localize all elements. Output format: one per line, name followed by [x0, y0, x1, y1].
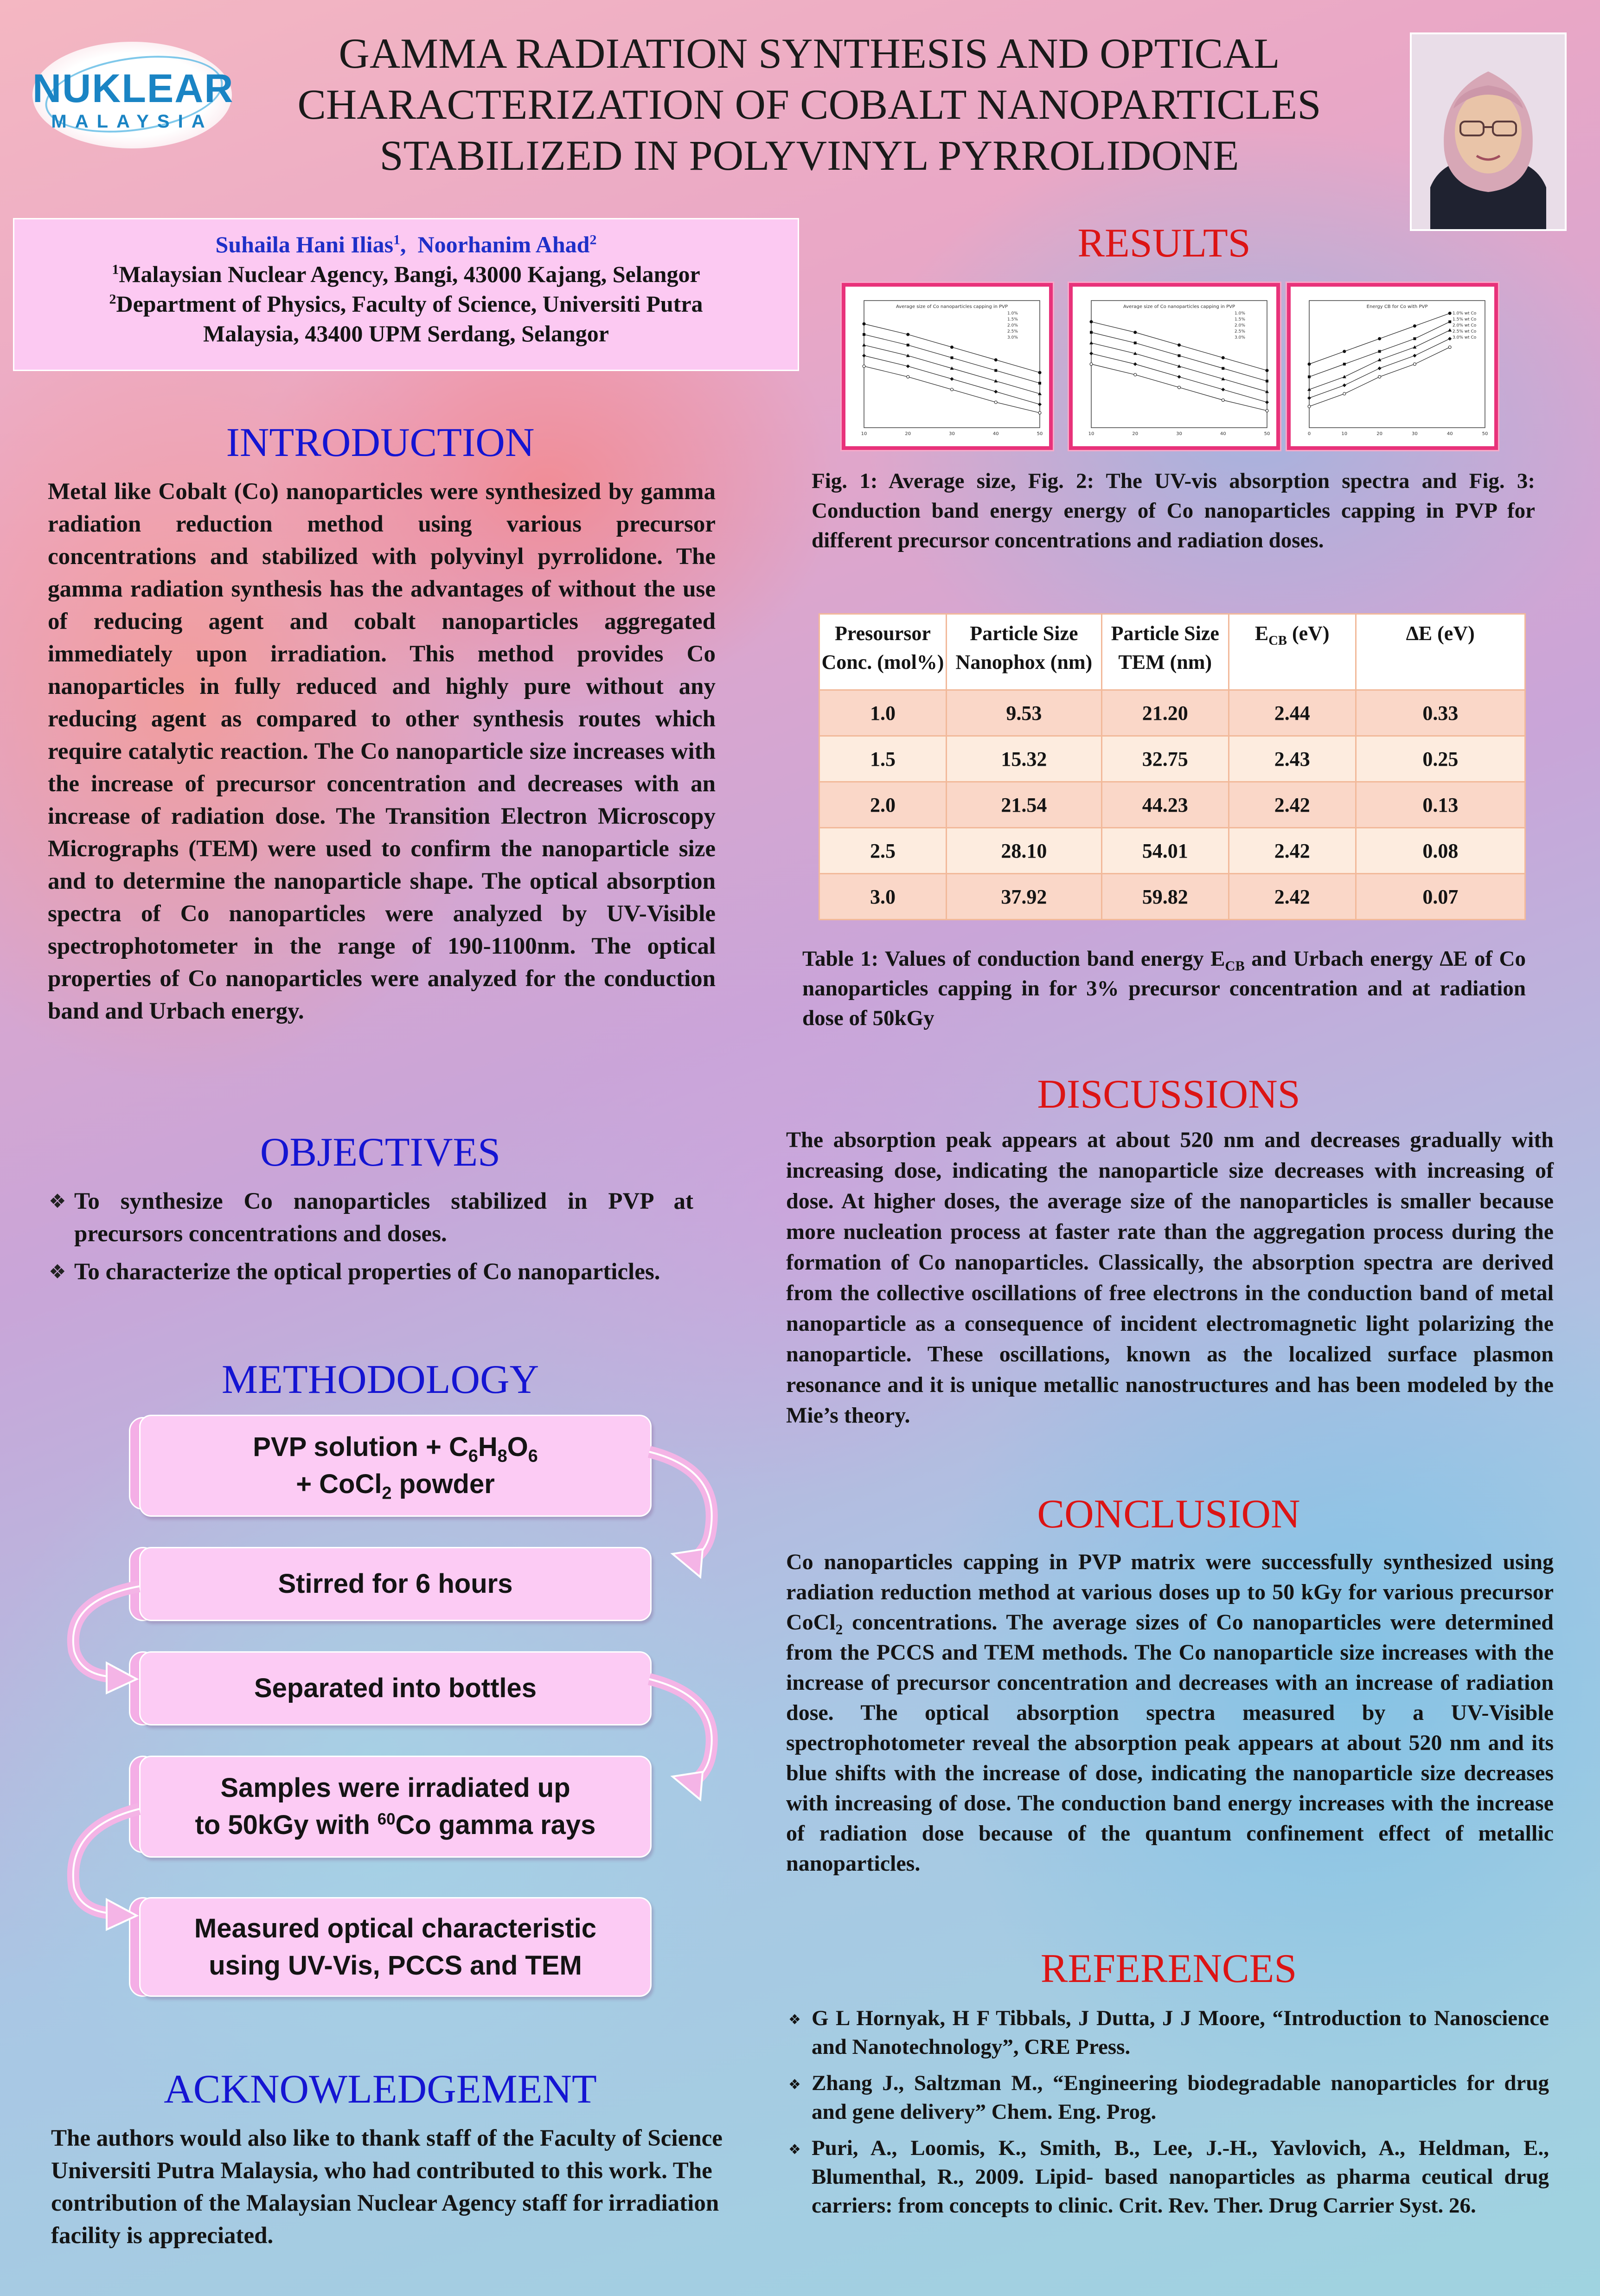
data-point	[1178, 344, 1181, 346]
table-cell: 0.25	[1356, 736, 1525, 782]
table-cell: 2.5	[819, 828, 947, 874]
step1-sub-1: 6	[468, 1446, 478, 1466]
table-cell: 1.5	[819, 736, 947, 782]
curved-arrow-icon	[56, 1800, 148, 1939]
results-table	[819, 613, 1526, 920]
step1-text-c: O	[507, 1432, 528, 1462]
legend-entry: 3.0% wt Co	[1453, 335, 1477, 340]
x-tick-label: 50	[1037, 431, 1043, 436]
table-cell: 9.53	[946, 690, 1101, 736]
x-tick-label: 40	[1446, 431, 1453, 436]
figure-caption: Fig. 1: Average size, Fig. 2: The UV-vis absorption spectra and Fig. 3: Conduction band energy energy of Co nanoparticles capping in PVP for different precursor concentrations and radiation doses.	[812, 469, 1535, 552]
table-header-cell	[819, 614, 947, 690]
data-point	[907, 344, 909, 346]
x-tick-label: 30	[1412, 431, 1418, 436]
introduction-text: Metal like Cobalt (Co) nanoparticles were synthesized by gamma radiation reduction method using various precursor concentrations and stabilized with polyvinyl pyrrolidone. The gamma radiation synthesis has the advantages of without the use of reducing agent and cobalt nanoparticles aggregated immediately upon irradiation. This method provides Co nanoparticles in fully reduced and highly pure without any reducing agent as compared to other synthesis routes which require catalytic reaction. The Co nanoparticle size increases with the increase of precursor concentration and decreases with an increase of radiation dose. The Transition Electron Microscopy Micrographs (TEM) were used to confirm the nanoparticle size and to determine the nanoparticle shape. The optical absorption spectra of Co nanoparticles were analyzed by UV-Visible spectrophotometer in the range of 190-1100nm. The optical properties of Co nanoparticles were analyzed for the conduction band and Urbach energy.	[48, 479, 716, 1024]
reference-item	[788, 2004, 1549, 2061]
chart-title: Average size of Co nanoparticles capping in PVP	[1123, 304, 1235, 309]
step1-sub-2: 8	[497, 1446, 507, 1466]
legend-entry: 1.0%	[1007, 311, 1018, 316]
method-step-5-line-1: Measured optical characteristic	[194, 1913, 597, 1943]
data-point	[994, 401, 997, 404]
objective-text: To synthesize Co nanoparticles stabilized in PVP at precursors concentrations and doses.	[74, 1188, 693, 1247]
table-caption-a: Table 1: Values of conduction band energy E	[802, 947, 1225, 971]
title-line-2: CHARACTERIZATION OF COBALT NANOPARTICLES	[297, 81, 1321, 128]
table-body	[819, 690, 1525, 920]
figure-1	[842, 283, 1053, 450]
data-point	[951, 346, 954, 348]
reference-item	[788, 2069, 1549, 2126]
header-text: E	[1254, 622, 1269, 645]
author-1: Suhaila Hani Ilias	[215, 231, 394, 257]
step1-sub-3: 6	[528, 1446, 538, 1466]
table-cell: 54.01	[1101, 828, 1229, 874]
data-point	[1378, 337, 1381, 340]
x-tick-label: 50	[1482, 431, 1488, 436]
reference-text: Puri, A., Loomis, K., Smith, B., Lee, J.-H., Yavlovich, A., Heldman, E., Blumenthal, R., 2009. Lipid- based nanoparticles as pharma ceutical drug carriers: from concepts to clinic. Crit. Rev. Ther. Drug Carrier Syst. 26.	[812, 2136, 1549, 2218]
x-tick-label: 40	[1220, 431, 1226, 436]
x-tick-label: 30	[949, 431, 955, 436]
author-portrait-image	[1412, 34, 1565, 229]
method-step-5	[139, 1897, 652, 1997]
table-header-cell	[1101, 614, 1229, 690]
data-point	[1134, 341, 1137, 344]
conclusion-sub: 2	[835, 1621, 843, 1638]
data-point	[951, 388, 954, 391]
chart-title: Average size of Co nanoparticles capping in PVP	[896, 304, 1008, 309]
step1-text-e: powder	[391, 1469, 495, 1499]
table-cell: 2.43	[1229, 736, 1356, 782]
header-text: TEM (nm)	[1118, 651, 1212, 673]
data-point	[1308, 363, 1311, 366]
affiliation-1-sup: 1	[112, 262, 119, 277]
table-cell: 0.13	[1356, 782, 1525, 828]
affiliation-1	[14, 259, 798, 289]
chart-title: Energy CB for Co with PVP	[1366, 304, 1428, 309]
step1-sub-4: 2	[382, 1483, 392, 1503]
data-point	[1090, 321, 1093, 323]
data-point	[1038, 371, 1041, 374]
data-point	[1090, 331, 1093, 334]
diamond-bullet-icon: ❖	[788, 2077, 801, 2093]
author-2-sup: 2	[589, 232, 597, 248]
table-cell: 2.42	[1229, 782, 1356, 828]
data-point	[1266, 380, 1268, 383]
objectives-list	[49, 1185, 693, 1294]
conclusion-heading: CONCLUSION	[1037, 1492, 1300, 1537]
conclusion-text-a: Co nanoparticles capping in PVP matrix were successfully synthesized using radiation reduction method at various doses up to 50 kGy for various precursor CoCl	[786, 1550, 1554, 1635]
data-point	[994, 369, 997, 372]
x-tick-label: 30	[1176, 431, 1182, 436]
table-cell: 0.07	[1356, 874, 1525, 920]
table-row	[819, 874, 1525, 920]
data-point	[1413, 325, 1416, 327]
data-point	[863, 365, 865, 368]
data-point	[1222, 399, 1224, 402]
data-point	[1413, 363, 1416, 366]
table-row	[819, 736, 1525, 782]
data-point	[1266, 409, 1268, 412]
data-point	[1343, 350, 1346, 353]
curved-arrow-icon	[640, 1670, 733, 1804]
table-cell: 21.20	[1101, 690, 1229, 736]
affiliation-2-cont: Malaysia, 43400 UPM Serdang, Selangor	[203, 321, 609, 346]
header-text: Presoursor	[835, 622, 931, 645]
x-tick-label: 10	[861, 431, 867, 436]
header-sub: CB	[1268, 633, 1287, 648]
table-cell: 2.42	[1229, 828, 1356, 874]
table-caption	[802, 944, 1526, 1033]
table-cell: 32.75	[1101, 736, 1229, 782]
data-point	[1378, 375, 1381, 378]
data-point	[1038, 411, 1041, 414]
objective-item	[49, 1185, 693, 1250]
data-point	[1343, 363, 1346, 366]
data-point	[1448, 312, 1451, 314]
data-point	[863, 322, 865, 325]
conclusion-text-b: concentrations. The average sizes of Co nanoparticles were determined from the PCCS and TEM methods. The Co nanoparticle size increases with the increase of precursor concentration and decreases with an increase of radiation dose. The optical absorption spectra measured by a UV-Visible spectrophotometer reveal the absorption peak appears at about 520 nm and its blue shifts with the increase of dose, indicating the nanoparticle size decreases with increasing of dose. The conduction band energy increases with the increase of radiation dose because of the quantum confinement effect of metallic nanoparticles.	[786, 1610, 1554, 1876]
logo-text-sub: MALAYSIA	[51, 111, 213, 132]
legend-entry: 2.0%	[1235, 323, 1245, 328]
data-point	[1448, 321, 1451, 323]
data-point	[1134, 373, 1137, 376]
data-point	[907, 375, 909, 378]
table-cell: 15.32	[946, 736, 1101, 782]
method-step-1	[139, 1415, 652, 1517]
table-cell: 59.82	[1101, 874, 1229, 920]
reference-text: G L Hornyak, H F Tibbals, J Dutta, J J Moore, “Introduction to Nanoscience and Nanotechnology”, CRE Press.	[812, 2006, 1549, 2059]
logo-text-main: NUKLEAR	[32, 66, 234, 111]
header-text: Particle Size	[970, 622, 1078, 645]
x-tick-label: 40	[992, 431, 999, 436]
affiliation-1-text: Malaysian Nuclear Agency, Bangi, 43000 Kajang, Selangor	[119, 261, 700, 287]
data-point	[1222, 367, 1224, 370]
x-tick-label: 20	[905, 431, 911, 436]
x-tick-label: 20	[1132, 431, 1139, 436]
results-heading: RESULTS	[1077, 221, 1251, 266]
data-point	[1222, 356, 1224, 359]
data-point	[1343, 392, 1346, 395]
table-cell: 2.44	[1229, 690, 1356, 736]
acknowledgement-text: The authors would also like to thank staff of the Faculty of Science Universiti Putra Malaysia, who had contributed to this work. The contribution of the Malaysian Nuclear Agency staff for irradiation facility is appreciated.	[51, 2125, 723, 2249]
table-cell: 44.23	[1101, 782, 1229, 828]
data-point	[1448, 346, 1451, 348]
x-tick-label: 0	[1307, 431, 1311, 436]
objectives-heading: OBJECTIVES	[260, 1130, 501, 1175]
legend-entry: 2.0%	[1007, 323, 1018, 328]
data-point	[907, 333, 909, 336]
legend-entry: 2.5%	[1007, 329, 1018, 334]
references-list	[788, 2004, 1549, 2227]
table-cell: 2.42	[1229, 874, 1356, 920]
discussions-heading: DISCUSSIONS	[1037, 1072, 1300, 1117]
figure-2-chart	[1073, 287, 1276, 446]
step1-text-b: H	[478, 1432, 498, 1462]
objective-text: To characterize the optical properties of Co nanoparticles.	[74, 1259, 660, 1285]
legend-entry: 3.0%	[1007, 335, 1018, 340]
figure-3	[1287, 283, 1498, 450]
method-step-3-text: Separated into bottles	[254, 1673, 537, 1703]
x-tick-label: 10	[1341, 431, 1348, 436]
reference-text: Zhang J., Saltzman M., “Engineering biodegradable nanoparticles for drug and gene delivery” Chem. Eng. Prog.	[812, 2071, 1549, 2124]
table-cell: 28.10	[946, 828, 1101, 874]
poster-title	[241, 28, 1377, 181]
data-point	[994, 359, 997, 361]
method-step-5-line-2: using UV-Vis, PCCS and TEM	[209, 1950, 582, 1981]
affiliation-2-text-a: Department of Physics, Faculty of Science, Universiti Putra	[116, 291, 703, 317]
author-affiliation-box	[13, 218, 799, 371]
diamond-bullet-icon: ❖	[788, 2142, 801, 2158]
diamond-bullet-icon: ❖	[49, 1260, 66, 1283]
data-point	[1308, 375, 1311, 378]
header-text: (eV)	[1286, 622, 1330, 645]
author-names: Suhaila Hani Ilias$^1$, Noorhanim Ahad$^2$	[215, 231, 597, 257]
table-cell: 0.33	[1356, 690, 1525, 736]
diamond-bullet-icon: ❖	[788, 2012, 801, 2028]
legend-entry: 2.5% wt Co	[1453, 329, 1477, 334]
table-cell: 1.0	[819, 690, 947, 736]
legend-entry: 1.5%	[1007, 317, 1018, 322]
header-text: Conc. (mol%)	[821, 651, 944, 673]
data-point	[1413, 337, 1416, 340]
table-cell: 37.92	[946, 874, 1101, 920]
author-1-sup: 1	[393, 232, 401, 248]
step4-text-c: Co gamma rays	[395, 1810, 596, 1840]
table-row	[819, 690, 1525, 736]
title-line-1: GAMMA RADIATION SYNTHESIS AND OPTICAL	[339, 30, 1280, 77]
step4-sup: 60	[377, 1810, 396, 1828]
table-header-row	[819, 614, 1525, 690]
legend-entry: 1.5%	[1235, 317, 1245, 322]
table-row	[819, 782, 1525, 828]
figure-3-chart	[1291, 287, 1494, 446]
header-text: Particle Size	[1111, 622, 1219, 645]
table-header-cell	[946, 614, 1101, 690]
author-2: Noorhanim Ahad	[417, 231, 590, 257]
data-point	[1038, 382, 1041, 385]
header-text: Nanophox (nm)	[955, 651, 1093, 673]
method-step-1-line-2	[141, 1466, 650, 1503]
x-tick-label: 20	[1376, 431, 1382, 436]
acknowledgement-heading: ACKNOWLEDGEMENT	[164, 2067, 597, 2112]
introduction-heading: INTRODUCTION	[226, 420, 535, 465]
table-cell: 3.0	[819, 874, 947, 920]
table-header-cell	[1356, 614, 1525, 690]
figure-2	[1069, 283, 1280, 450]
affiliation-2-sup: 2	[109, 291, 116, 307]
legend-entry: 2.5%	[1235, 329, 1245, 334]
table-caption-b: and Urbach energy ∆E of Co nanoparticles capping in for 3% precursor concentration and at radiation dose of 50kGy	[802, 947, 1526, 1030]
step4-text-b: to 50kGy with	[195, 1810, 378, 1840]
conclusion-text	[786, 1547, 1554, 1879]
data-point	[1266, 369, 1268, 372]
table-cell: 0.08	[1356, 828, 1525, 874]
table-cell: 21.54	[946, 782, 1101, 828]
reference-item	[788, 2134, 1549, 2220]
data-point	[1178, 386, 1181, 389]
table-cell: 2.0	[819, 782, 947, 828]
legend-entry: 2.0% wt Co	[1453, 323, 1477, 328]
data-point	[1134, 331, 1137, 334]
method-step-3	[139, 1651, 652, 1725]
data-point	[951, 356, 954, 359]
data-point	[1378, 350, 1381, 353]
header-text: ∆E (eV)	[1406, 622, 1475, 645]
diamond-bullet-icon: ❖	[49, 1190, 66, 1212]
table-caption-sub: CB	[1225, 958, 1245, 974]
legend-entry: 1.5% wt Co	[1453, 317, 1477, 322]
nuklear-malaysia-logo	[32, 42, 232, 148]
method-step-4-line-2	[141, 1807, 650, 1844]
legend-entry: 1.0% wt Co	[1453, 311, 1477, 316]
data-point	[1178, 354, 1181, 357]
title-line-3: STABILIZED IN POLYVINYL PYRROLIDONE	[379, 132, 1239, 179]
author-photo	[1410, 32, 1567, 231]
affiliation-2	[14, 289, 798, 319]
curved-arrow-icon	[56, 1577, 148, 1698]
method-step-4	[139, 1756, 652, 1858]
legend-entry: 3.0%	[1235, 335, 1245, 340]
table-header-cell	[1229, 614, 1356, 690]
methodology-heading: METHODOLOGY	[221, 1357, 539, 1402]
method-step-1-line-1	[141, 1429, 650, 1466]
references-heading: REFERENCES	[1040, 1946, 1297, 1991]
x-tick-label: 10	[1088, 431, 1094, 436]
data-point	[1090, 363, 1093, 366]
method-step-4-line-1: Samples were irradiated up	[220, 1773, 570, 1803]
discussions-text: The absorption peak appears at about 520 nm and decreases gradually with increasing dose, indicating the nanoparticle size decreases with increasing of dose. At higher doses, the average size of the nanoparticles is smaller because more nucleation process at faster rate than the aggregation process during the formation of Co nanoparticles. Classically, the absorption spectra are derived from the collective oscillations of free electrons in the conduction band of metal nanoparticle as a consequence of incident electromagnetic light polarizing the nanoparticle. These oscillations, known as the localized surface plasmon resonance and it is unique metallic nanostructures and has been modeled by the Mie’s theory.	[786, 1128, 1554, 1428]
figure-1-chart	[845, 287, 1049, 446]
legend-entry: 1.0%	[1235, 311, 1245, 316]
x-tick-label: 50	[1264, 431, 1270, 436]
step1-text-a: PVP solution + C	[253, 1432, 468, 1462]
method-step-2-text: Stirred for 6 hours	[278, 1569, 513, 1599]
objective-item	[49, 1256, 693, 1288]
data-point	[863, 333, 865, 336]
method-step-2	[139, 1547, 652, 1621]
data-point	[1308, 405, 1311, 408]
curved-arrow-icon	[640, 1443, 733, 1582]
step1-text-d: + CoCl	[296, 1469, 382, 1499]
table-row	[819, 828, 1525, 874]
